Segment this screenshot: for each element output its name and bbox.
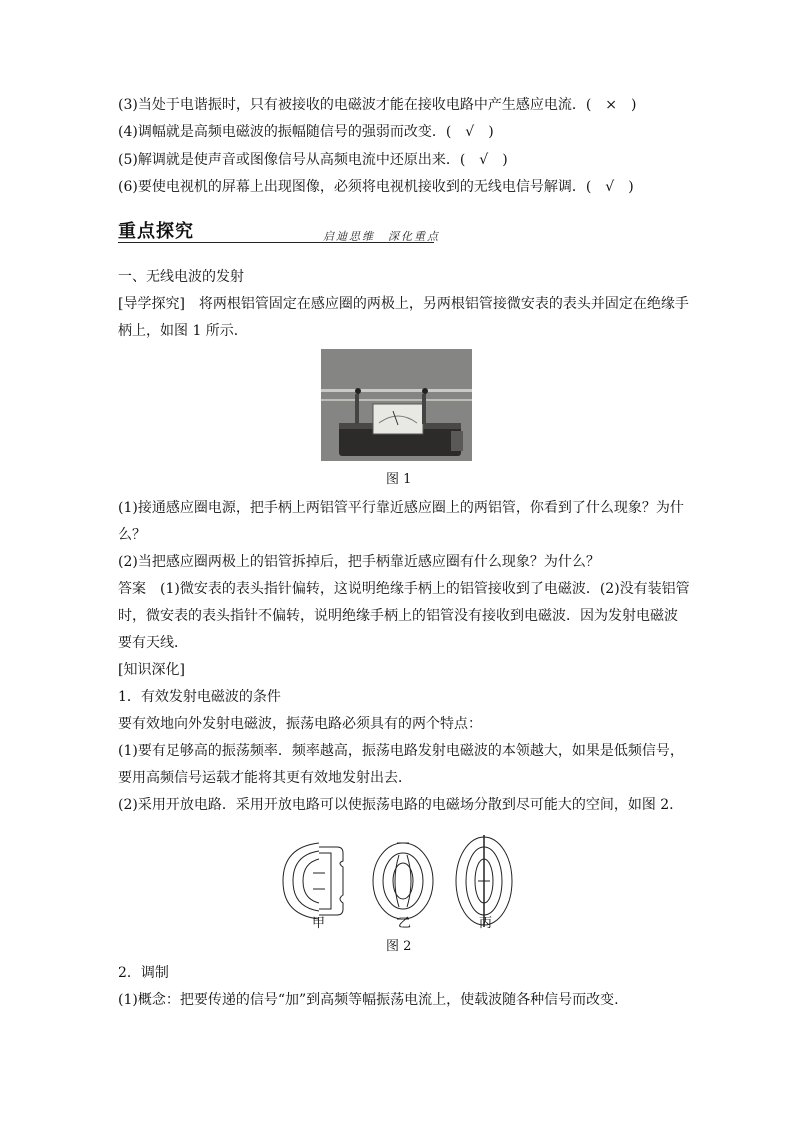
figure-2-label-bing: 丙 <box>479 916 493 931</box>
knowledge-2-point-1: (1)概念：把要传递的信号“加”到高频等幅振荡电流上，使载波随各种信号而改变. <box>118 992 619 1008</box>
knowledge-1-heading: 1．有效发射电磁波的条件 <box>118 689 281 705</box>
question-1-line-1: (1)接通感应圈电源，把手柄上两铝管平行靠近感应圈上的两铝管，你看到了什么现象？为什 <box>118 500 684 516</box>
part1-heading: 一、无线电波的发射 <box>118 269 244 285</box>
figure-2-label-jia: 甲 <box>312 916 326 931</box>
answer-line-1: 答案 (1)微安表的表头指针偏转，这说明绝缘手柄上的铝管接收到了电磁波．(2)没有装铝管 <box>118 581 690 597</box>
judgement-6: (6)要使电视机的屏幕上出现图像，必须将电视机接收到的无线电信号解调．( √ ) <box>118 179 634 195</box>
figure-2-panel-jia <box>283 843 343 919</box>
figure-2-caption: 图 2 <box>386 939 412 954</box>
judgement-3: (3)当处于电谐振时，只有被接收的电磁波才能在接收电路中产生感应电流．( × ) <box>118 97 637 113</box>
knowledge-1-point-1-line-1: (1)要有足够高的振荡频率．频率越高，振荡电路发射电磁波的本领越大，如果是低频信号， <box>118 743 684 759</box>
judgement-4: (4)调幅就是高频电磁波的振幅随信号的强弱而改变．( √ ) <box>118 124 494 140</box>
knowledge-1-point-2: (2)采用开放电路．采用开放电路可以使振荡电路的电磁场分散到尽可能大的空间，如图 2. <box>118 797 674 813</box>
figure-1-photo <box>321 349 472 461</box>
guide-line-1: [导学探究] 将两根铝管固定在感应圈的两极上，另两根铝管接微安表的表头并固定在绝缘手 <box>118 296 689 312</box>
question-1-line-2: 么？ <box>118 527 146 543</box>
question-2: (2)当把感应圈两极上的铝管拆掉后，把手柄靠近感应圈有什么现象？为什么？ <box>118 554 600 570</box>
answer-line-2: 时，微安表的表头指针不偏转，说明绝缘手柄上的铝管没有接收到电磁波．因为发射电磁波 <box>118 608 678 624</box>
knowledge-tag: [知识深化] <box>118 662 185 678</box>
answer-line-3: 要有天线． <box>118 635 188 651</box>
figure-2-label-yi: 乙 <box>398 916 412 931</box>
judgement-5: (5)解调就是使声音或图像信号从高频电流中还原出来．( √ ) <box>118 152 508 168</box>
knowledge-1-intro: 要有效地向外发射电磁波，振荡电路必须具有的两个特点： <box>118 716 482 732</box>
figure-2-panel-yi <box>373 843 433 919</box>
knowledge-1-point-1-line-2: 要用高频信号运载才能将其更有效地发射出去． <box>118 770 412 786</box>
figure-1-caption: 图 1 <box>386 472 412 487</box>
section-subtitle: 启迪思维 深化重点 <box>323 230 440 243</box>
guide-line-2: 柄上，如图 1 所示． <box>118 323 248 339</box>
knowledge-2-heading: 2．调制 <box>118 965 169 981</box>
section-title: 重点探究 <box>118 221 194 242</box>
